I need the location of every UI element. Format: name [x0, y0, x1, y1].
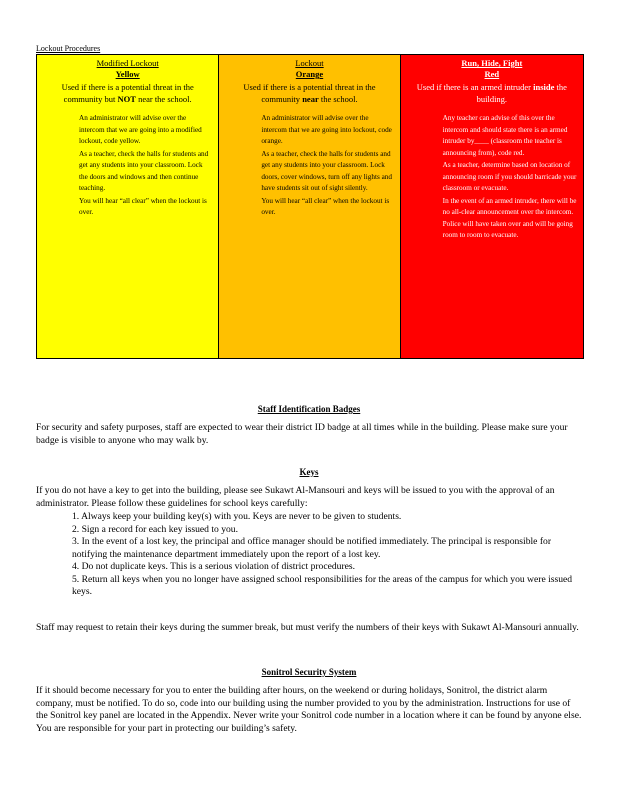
procedure-step: [407, 196, 577, 242]
keys-guideline: 2. Sign a record for each key issued to you.: [72, 523, 238, 535]
procedure-description: [407, 81, 577, 105]
keys-summer-text: Staff may request to retain their keys during the summer break, but must verify the numbers of their keys with Sukawt Al-Mansouri annually.: [36, 622, 579, 633]
description-text: near the school.: [135, 94, 192, 104]
keys-guideline: 3. In the event of a lost key, the principal and office manager should be notified immediately. The principal is responsible for notifying the maintenance department immediately upon the report of a lost key.: [72, 536, 552, 560]
procedure-step: [43, 149, 212, 195]
procedure-color-code: Red: [484, 69, 500, 79]
staff-id-text: For security and safety purposes, staff are expected to wear their district ID badge at all times while in the building. Please make sure your badge is visible to anyone who may walk by.: [36, 422, 568, 446]
step-text: An administrator will advise over the intercom that we are going into a modified lockout, code yellow.: [79, 114, 202, 145]
lockout-table: [36, 54, 584, 359]
description-text: the school.: [318, 94, 358, 104]
description-emphasis: near: [302, 94, 319, 104]
keys-guideline: 4. Do not duplicate keys. This is a serious violation of district procedures.: [72, 561, 356, 572]
procedure-step: [43, 196, 212, 219]
modified-lockout-column: [37, 55, 218, 358]
procedure-steps: [225, 113, 393, 219]
description-emphasis: inside: [533, 82, 555, 92]
lockout-column: [218, 55, 399, 358]
keys-title: Keys: [299, 467, 319, 477]
procedure-step: [225, 113, 393, 148]
sonitrol-title: Sonitrol Security System: [261, 667, 357, 677]
procedure-step: [407, 160, 577, 195]
procedure-description: [43, 81, 212, 105]
keys-guideline: 1. Always keep your building key(s) with you. Keys are never to be given to students.: [72, 511, 402, 522]
procedure-steps: [43, 113, 212, 219]
procedure-steps: [407, 113, 577, 242]
procedure-step: [407, 113, 577, 159]
step-text: In the event of an armed intruder, there will be no all-clear announcement over the intercom. Police will have taken over and will be going room to room to evacuate.: [442, 196, 577, 239]
keys-guidelines-list: [72, 511, 582, 599]
step-text: An administrator will advise over the intercom that we are going into lockout, code orange.: [261, 114, 392, 145]
column-header: [407, 58, 577, 80]
procedure-step: [43, 113, 212, 148]
procedure-step: [225, 196, 393, 219]
step-text: As a teacher, check the halls for students and get any students into your classroom. Lock doors, cover windows, turn off any lights and have students sit out of sight silently.: [261, 149, 392, 192]
staff-id-title: Staff Identification Badges: [257, 404, 361, 414]
step-text: You will hear “all clear” when the lockout is over.: [261, 196, 390, 216]
procedure-name: Run, Hide, Fight: [461, 58, 523, 68]
step-text: You will hear “all clear” when the lockout is over.: [79, 196, 207, 216]
procedure-color-code: Orange: [295, 69, 324, 79]
description-text: Used if there is a potential threat in the community: [243, 82, 376, 104]
column-header: [43, 58, 212, 80]
keys-guideline: 5. Return all keys when you no longer have assigned school responsibilities for the areas of the campus for which you were issued keys.: [72, 573, 573, 597]
description-text: the building.: [476, 82, 567, 104]
keys-intro: If you do not have a key to get into the building, please see Sukawt Al-Mansouri and keys will be issued to you with the approval of an administrator. Please follow these guidelines for school keys carefully:: [36, 485, 555, 509]
sonitrol-text: If it should become necessary for you to enter the building after hours, on the weekend or during holidays, Sonitrol, the district alarm company, must be notified. To do so, code into our building using the number provided to you by the administration. Instructions for use of the Sonitrol key panel are located in the Appendix. Never write your Sonitrol code number in a location where it can be found by anyone else. You are responsible for your part in protecting our building’s safety.: [36, 685, 582, 734]
description-text: Used if there is a potential threat in the community but: [61, 82, 194, 104]
step-text: Any teacher can advise of this over the intercom and should state there is an armed intruder by____ (classroom the teacher is announcing from), code red.: [442, 114, 568, 157]
procedure-color-code: Yellow: [115, 69, 140, 79]
step-text: As a teacher, check the halls for students and get any students into your classroom. Lock the doors and windows and then continue teaching.: [79, 149, 209, 192]
description-emphasis: NOT: [117, 94, 136, 104]
step-text: As a teacher, determine based on location of announcing room if you should barricade your classroom or evacuate.: [442, 161, 577, 192]
run-hide-fight-column: [400, 55, 583, 358]
document-title: Lockout Procedures: [36, 44, 101, 53]
procedure-name: Lockout: [295, 58, 324, 68]
column-header: [225, 58, 393, 80]
description-text: Used if there is an armed intruder: [416, 82, 534, 92]
procedure-description: [225, 81, 393, 105]
procedure-step: [225, 149, 393, 195]
procedure-name: Modified Lockout: [96, 58, 159, 68]
